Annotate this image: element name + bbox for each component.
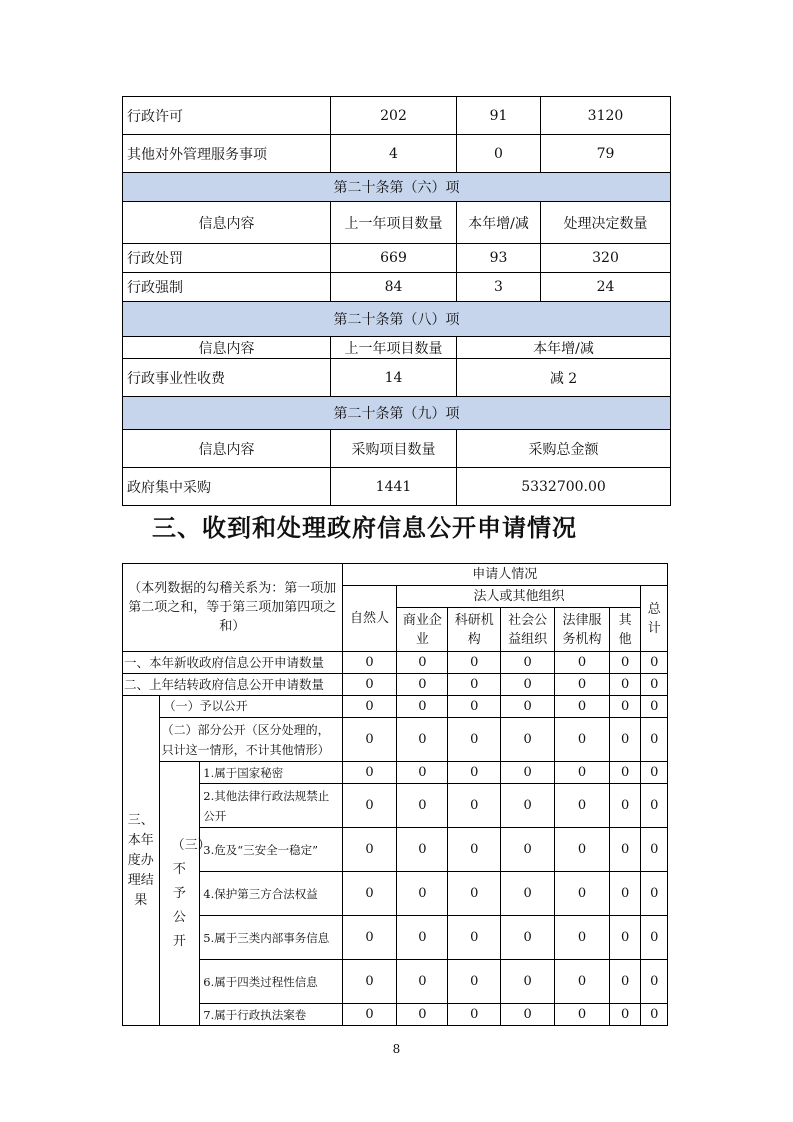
cell-value: 93 — [457, 244, 541, 273]
cell-value: 0 — [448, 1004, 501, 1026]
row-label: 5.属于三类内部事务信息 — [200, 916, 342, 960]
withheld-group-label: （三）不予公开 — [159, 762, 200, 1026]
table-header-row — [123, 564, 668, 586]
applicant-header: 申请人情况 — [342, 564, 667, 586]
cell-value: 0 — [501, 718, 555, 762]
result-group-label: 三、本年度办理结果 — [123, 696, 160, 1026]
cell-value: 0 — [609, 762, 641, 784]
cell-value: 0 — [555, 674, 610, 696]
cell-value: 0 — [342, 696, 397, 718]
section-title: 第二十条第（六）项 — [123, 173, 671, 202]
cell-value: 0 — [397, 652, 448, 674]
table-row — [123, 718, 668, 762]
table-row — [123, 960, 668, 1004]
row-label: 其他对外管理服务事项 — [123, 135, 331, 173]
cell-value: 0 — [609, 828, 641, 872]
cell-value: 0 — [609, 960, 641, 1004]
table-row — [123, 674, 668, 696]
row-label: 一、本年新收政府信息公开申请数量 — [123, 652, 343, 674]
org-type-header: 其他 — [609, 608, 641, 652]
column-header: 采购项目数量 — [331, 430, 457, 468]
cell-value: 0 — [641, 828, 668, 872]
cell-value: 0 — [641, 762, 668, 784]
cell-value: 0 — [448, 652, 501, 674]
row-label: 6.属于四类过程性信息 — [200, 960, 342, 1004]
row-label: 4.保护第三方合法权益 — [200, 872, 342, 916]
cell-value: 0 — [342, 916, 397, 960]
cell-value: 0 — [609, 718, 641, 762]
cell-value: 0 — [641, 674, 668, 696]
cell-value: 14 — [331, 359, 457, 397]
table-row — [123, 784, 668, 828]
cell-value: 91 — [457, 97, 541, 135]
row-label: 7.属于行政执法案卷 — [200, 1004, 342, 1026]
cell-value: 79 — [541, 135, 671, 173]
cell-value: 0 — [501, 674, 555, 696]
table-note: （本列数据的勾稽关系为：第一项加第二项之和，等于第三项加第四项之和） — [123, 564, 343, 652]
column-header-row — [123, 430, 671, 468]
cell-value: 0 — [555, 828, 610, 872]
cell-value: 0 — [555, 916, 610, 960]
cell-value: 0 — [448, 828, 501, 872]
cell-value: 0 — [609, 696, 641, 718]
cell-value: 0 — [641, 696, 668, 718]
org-type-header: 社会公益组织 — [501, 608, 555, 652]
table-row — [123, 468, 671, 506]
cell-value: 84 — [331, 273, 457, 302]
cell-value: 0 — [501, 872, 555, 916]
column-header: 上一年项目数量 — [331, 202, 457, 244]
total-header: 总计 — [641, 586, 668, 652]
cell-value: 3120 — [541, 97, 671, 135]
cell-value: 24 — [541, 273, 671, 302]
cell-value: 0 — [501, 762, 555, 784]
cell-value: 0 — [641, 916, 668, 960]
cell-value: 5332700.00 — [457, 468, 671, 506]
column-header: 信息内容 — [123, 430, 331, 468]
org-type-header: 科研机构 — [448, 608, 501, 652]
table-row — [123, 652, 668, 674]
cell-value: 0 — [609, 916, 641, 960]
row-label: 3.危及“三安全一稳定” — [200, 828, 342, 872]
cell-value: 0 — [342, 652, 397, 674]
table-row — [123, 135, 671, 173]
cell-value: 0 — [641, 960, 668, 1004]
cell-value: 0 — [397, 1004, 448, 1026]
cell-value: 0 — [641, 652, 668, 674]
section-heading: 三、收到和处理政府信息公开申请情况 — [152, 514, 577, 542]
cell-value: 0 — [555, 872, 610, 916]
row-label: 行政许可 — [123, 97, 331, 135]
section-title: 第二十条第（八）项 — [123, 302, 671, 337]
table-row — [123, 872, 668, 916]
table-row — [123, 244, 671, 273]
row-label: 二、上年结转政府信息公开申请数量 — [123, 674, 343, 696]
cell-value: 669 — [331, 244, 457, 273]
table-row — [123, 1004, 668, 1026]
cell-value: 0 — [342, 674, 397, 696]
cell-value: 0 — [501, 784, 555, 828]
cell-value: 320 — [541, 244, 671, 273]
cell-value: 0 — [397, 696, 448, 718]
section-title: 第二十条第（九）项 — [123, 397, 671, 430]
cell-value: 1441 — [331, 468, 457, 506]
column-header: 本年增/减 — [457, 202, 541, 244]
cell-value: 0 — [448, 784, 501, 828]
cell-value: 0 — [641, 784, 668, 828]
cell-value: 0 — [555, 762, 610, 784]
row-label: （二）部分公开（区分处理的，只计这一情形，不计其他情形） — [159, 718, 342, 762]
table-row — [123, 762, 668, 784]
cell-value: 0 — [397, 960, 448, 1004]
cell-value: 0 — [641, 872, 668, 916]
cell-value: 0 — [501, 1004, 555, 1026]
row-label: 2.其他法律行政法规禁止公开 — [200, 784, 342, 828]
table-row — [123, 273, 671, 302]
cell-value: 0 — [457, 135, 541, 173]
cell-value: 0 — [397, 762, 448, 784]
cell-value: 0 — [342, 960, 397, 1004]
cell-value: 0 — [448, 696, 501, 718]
column-header: 采购总金额 — [457, 430, 671, 468]
cell-value: 0 — [342, 872, 397, 916]
cell-value: 0 — [397, 718, 448, 762]
column-header: 处理决定数量 — [541, 202, 671, 244]
cell-value: 0 — [641, 718, 668, 762]
cell-value: 0 — [609, 1004, 641, 1026]
column-header: 信息内容 — [123, 337, 331, 359]
cell-value: 0 — [501, 960, 555, 1004]
row-label: 1.属于国家秘密 — [200, 762, 342, 784]
section-header-row — [123, 397, 671, 430]
cell-value: 0 — [609, 872, 641, 916]
cell-value: 0 — [448, 872, 501, 916]
section-header-row — [123, 302, 671, 337]
natural-person-header: 自然人 — [342, 586, 397, 652]
cell-value: 4 — [331, 135, 457, 173]
application-table — [122, 563, 668, 1026]
page-number: 8 — [392, 1042, 401, 1056]
row-label: 行政处罚 — [123, 244, 331, 273]
cell-value: 0 — [342, 762, 397, 784]
table-row — [123, 97, 671, 135]
cell-value: 0 — [342, 784, 397, 828]
cell-value: 0 — [448, 960, 501, 1004]
cell-value: 0 — [448, 674, 501, 696]
column-header: 上一年项目数量 — [331, 337, 457, 359]
cell-value: 0 — [501, 828, 555, 872]
column-header-row — [123, 202, 671, 244]
table-row — [123, 916, 668, 960]
cell-value: 0 — [555, 696, 610, 718]
org-type-header: 法律服务机构 — [555, 608, 610, 652]
cell-value: 0 — [397, 916, 448, 960]
info-table-section20 — [122, 96, 671, 506]
cell-value: 0 — [609, 784, 641, 828]
table-row — [123, 696, 668, 718]
cell-value: 0 — [555, 784, 610, 828]
cell-value: 0 — [397, 784, 448, 828]
column-header: 信息内容 — [123, 202, 331, 244]
cell-value: 0 — [448, 916, 501, 960]
cell-value: 0 — [555, 718, 610, 762]
column-header: 本年增/减 — [457, 337, 671, 359]
cell-value: 0 — [397, 828, 448, 872]
cell-value: 0 — [555, 652, 610, 674]
cell-value: 0 — [342, 1004, 397, 1026]
cell-value: 0 — [555, 1004, 610, 1026]
org-type-header: 商业企业 — [397, 608, 448, 652]
cell-value: 0 — [448, 762, 501, 784]
cell-value: 0 — [397, 674, 448, 696]
table-row — [123, 359, 671, 397]
cell-value: 0 — [609, 652, 641, 674]
cell-value: 0 — [641, 1004, 668, 1026]
cell-value: 0 — [342, 718, 397, 762]
cell-value: 0 — [501, 916, 555, 960]
legal-person-header: 法人或其他组织 — [397, 586, 641, 608]
section-header-row — [123, 173, 671, 202]
cell-value: 0 — [501, 696, 555, 718]
cell-value: 0 — [397, 872, 448, 916]
cell-value: 0 — [448, 718, 501, 762]
cell-value: 0 — [609, 674, 641, 696]
row-label: 政府集中采购 — [123, 468, 331, 506]
cell-value: 0 — [342, 828, 397, 872]
cell-value: 3 — [457, 273, 541, 302]
cell-value: 0 — [501, 652, 555, 674]
cell-value: 减 2 — [457, 359, 671, 397]
column-header-row — [123, 337, 671, 359]
row-label: 行政事业性收费 — [123, 359, 331, 397]
row-label: 行政强制 — [123, 273, 331, 302]
cell-value: 202 — [331, 97, 457, 135]
cell-value: 0 — [555, 960, 610, 1004]
row-label: （一）予以公开 — [159, 696, 342, 718]
